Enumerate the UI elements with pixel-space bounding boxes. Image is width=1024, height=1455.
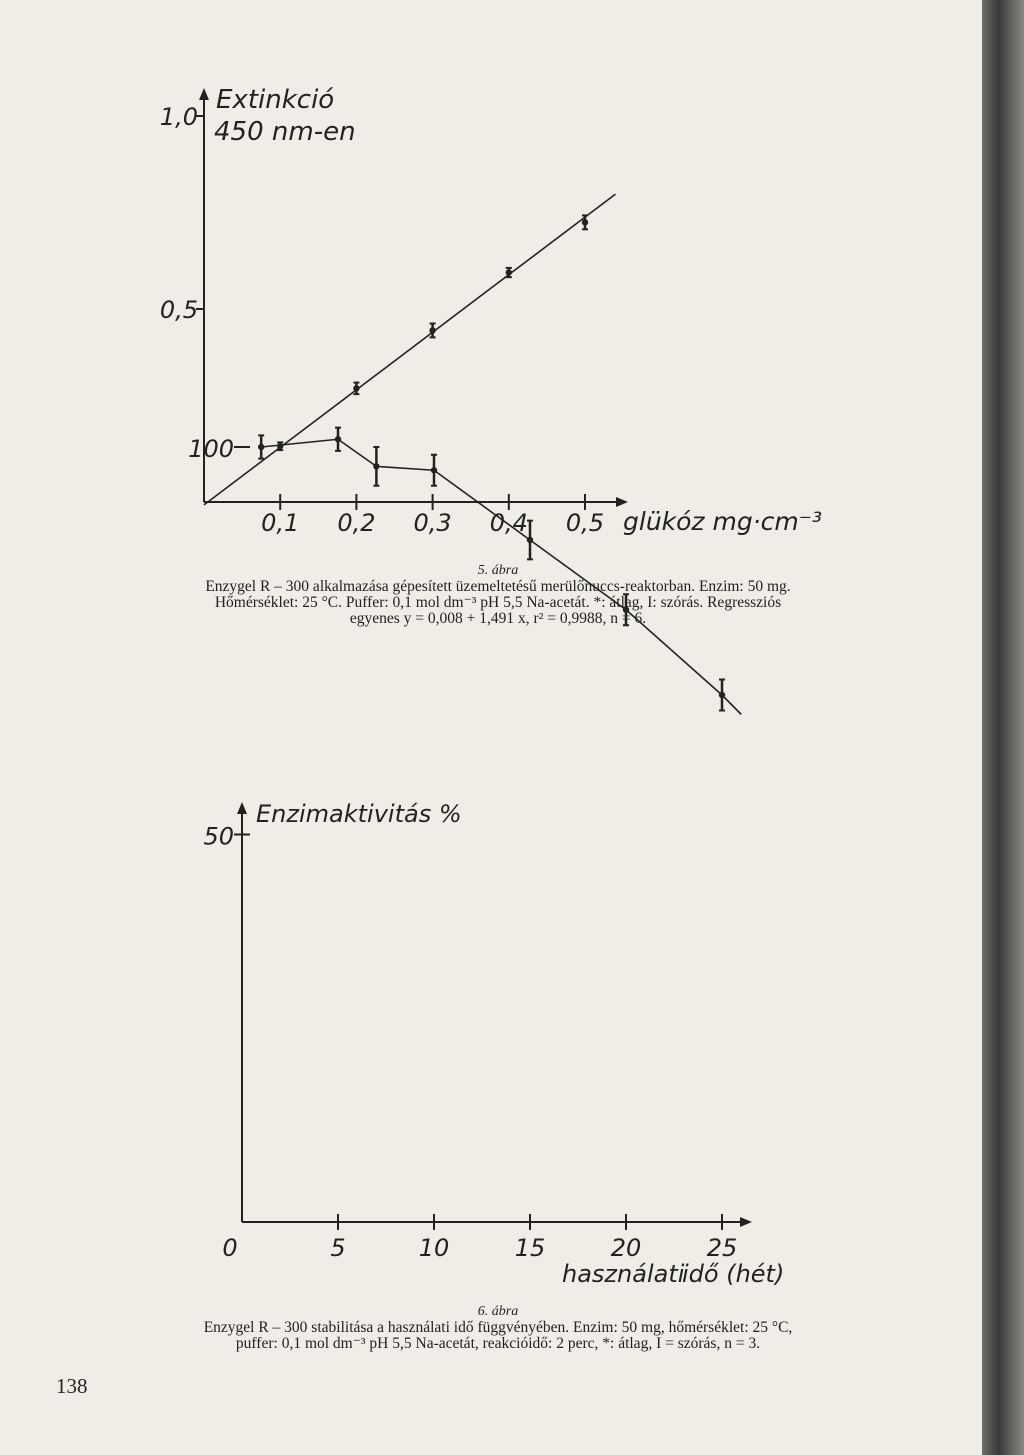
x-axis-arrow (740, 1217, 752, 1227)
figure-5-caption-line: Hőmérséklet: 25 °C. Puffer: 0,1 mol dm⁻³ pH 5,5 Na-acetát. *: átlag, I: szórás. Regressziós (214, 594, 782, 611)
figure-5-label: 5. ábra (477, 563, 519, 578)
x-tick-label: 0,4 (489, 509, 528, 537)
y-axis-label-line1: Extinkció (216, 85, 335, 115)
figure-5-caption-line: Enzygel R – 300 alkalmazása gépesített üzemeltetésű merülőnuccs-reaktorban. Enzim: 50 mg. (205, 578, 791, 595)
x-tick-label: 10 (418, 1234, 450, 1262)
x-tick-label: 0,1 (261, 509, 300, 537)
data-point-2 (335, 436, 341, 442)
y-axis-label: Enzimaktivitás % (256, 800, 462, 828)
data-point-5 (527, 537, 533, 543)
figure-6-caption-line: puffer: 0,1 mol dm⁻³ pH 5,5 Na-acetát, reakcióidő: 2 perc, *: átlag, I = szórás, n = 3. (235, 1335, 761, 1352)
figure-5-caption (58, 563, 938, 627)
y-tick-label: 1,0 (159, 103, 198, 131)
data-point-3 (373, 463, 379, 469)
y-tick-label: 50 (203, 822, 234, 851)
x-tick-label: 25 (706, 1234, 738, 1262)
figure-5-caption-line: egyenes y = 0,008 + 1,491 x, r² = 0,9988, n = 6. (349, 610, 647, 627)
y-tick-label: 100 (188, 435, 234, 463)
figure-6-caption (58, 1304, 938, 1352)
x-tick-label: 5 (330, 1234, 346, 1262)
y-tick-label: 0,5 (159, 296, 198, 324)
page-number: 138 (56, 1374, 88, 1398)
x-axis-label-line1: használati (562, 1260, 685, 1288)
figure-6-caption-line: Enzygel R – 300 stabilitása a használati idő függvényében. Enzim: 50 mg, hőmérséklet: 25 °C, (203, 1319, 793, 1336)
book-spine-shadow (982, 0, 1024, 1455)
x-axis-label-line2: idő (hét) (682, 1260, 785, 1288)
x-tick-label: 0,5 (565, 509, 605, 537)
data-point-4 (431, 467, 437, 473)
x-axis-label: glükóz mg·cm⁻³ (623, 507, 822, 536)
x-tick-label: 0 (222, 1234, 238, 1262)
x-tick-label: 15 (514, 1234, 546, 1262)
y-axis-arrow (237, 802, 247, 814)
data-point-7 (719, 692, 725, 698)
figure-6-label: 6. ábra (477, 1304, 519, 1319)
y-axis-label-line2: 450 nm-en (214, 117, 356, 147)
data-point-1 (258, 444, 264, 450)
x-tick-label: 0,3 (413, 509, 452, 537)
x-tick-label: 0,2 (337, 509, 376, 537)
x-tick-label: 20 (610, 1234, 642, 1262)
